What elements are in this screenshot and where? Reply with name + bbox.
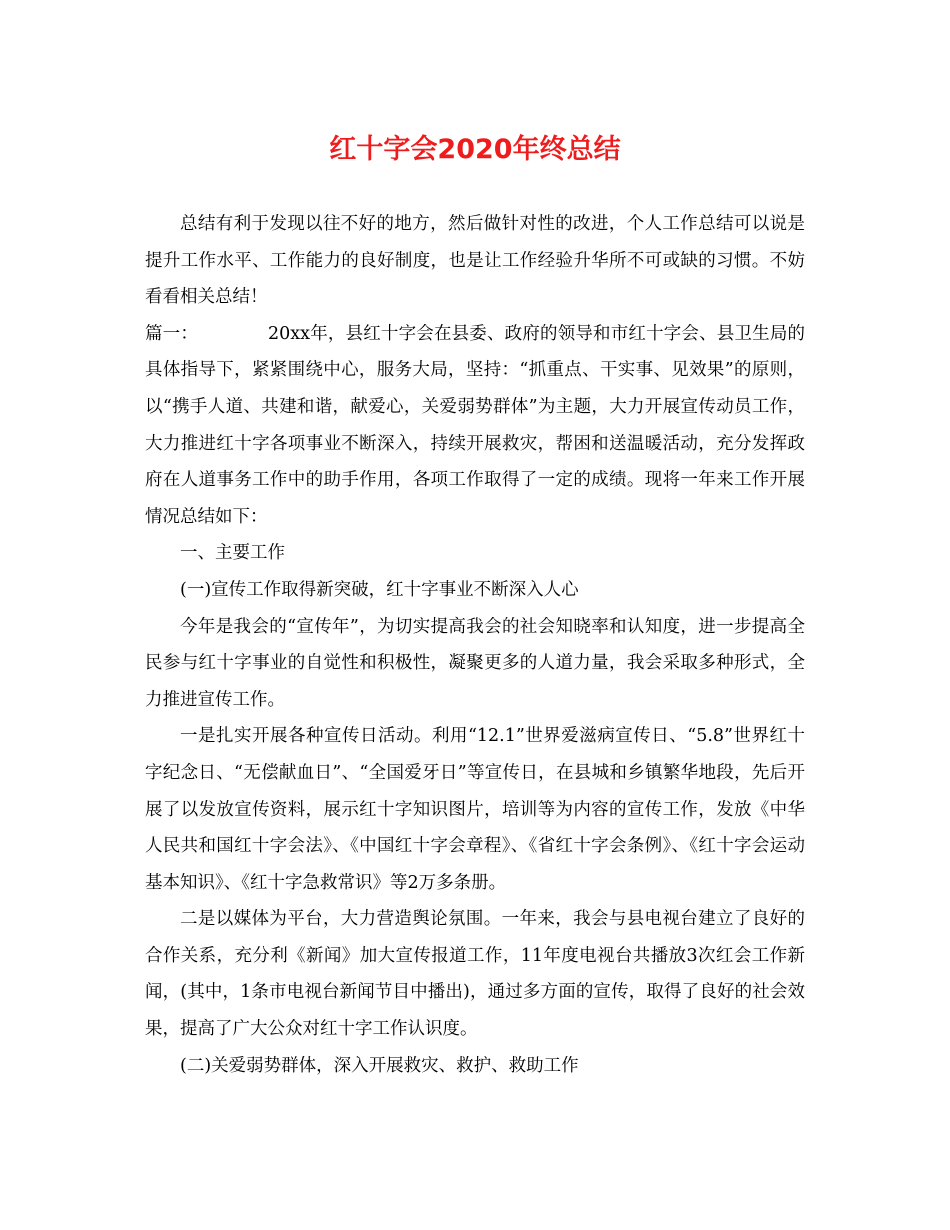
intro-paragraph: 总结有利于发现以往不好的地方，然后做针对性的改进，个人工作总结可以说是提升工作水平、工作能力的良好制度，也是让工作经验升华所不可或缺的习惯。不妨看看相关总结！: [145, 214, 805, 308]
subheading-vulnerable-groups: (二)关爱弱势群体，深入开展救灾、救护、救助工作: [180, 1055, 579, 1076]
publicity-days-paragraph: 一是扎实开展各种宣传日活动。利用“12.1”世界爱滋病宣传日、“5.8”世界红十字纪念日、“无偿献血日”、“全国爱牙日”等宣传日，在县城和乡镇繁华地段，先后开展了以发放宣传资料，展示红十字知识图片，培训等为内容的宣传工作，发放《中华人民共和国红十字会法》、《中国红十字会章程》、《省红十字会条例》、《红十字会运动基本知识》、《红十字急救常识》等2万多条册。: [145, 726, 805, 893]
part-label: 篇一：: [145, 323, 199, 344]
media-paragraph: 二是以媒体为平台，大力营造舆论氛围。一年来，我会与县电视台建立了良好的合作关系，充分利《新闻》加大宣传报道工作，11年度电视台共播放3次红会工作新闻，(其中，1条市电视台新闻节目中播出)，通过多方面的宣传，取得了良好的社会效果，提高了广大公众对红十字工作认识度。: [145, 909, 805, 1040]
part-one-paragraph: [145, 316, 805, 536]
main-work-heading: 一、主要工作: [180, 543, 285, 564]
subheading-publicity: (一)宣传工作取得新突破，红十字事业不断深入人心: [180, 579, 579, 600]
publicity-year-paragraph: 今年是我会的“宣传年”，为切实提高我会的社会知晓率和认知度，进一步提高全民参与红十字事业的自觉性和积极性，凝聚更多的人道力量，我会采取多种形式，全力推进宣传工作。: [145, 616, 805, 710]
document-title: 红十字会2020年终总结: [329, 134, 621, 165]
part-one-text: 20xx年，县红十字会在县委、政府的领导和市红十字会、县卫生局的具体指导下，紧紧围绕中心，服务大局，坚持：“抓重点、干实事、见效果”的原则，以“携手人道、共建和谐，献爱心，关爱弱势群体”为主题，大力开展宣传动员工作，大力推进红十字各项事业不断深入，持续开展救灾，帮困和送温暖活动，充分发挥政府在人道事务工作中的助手作用，各项工作取得了一定的成绩。现将一年来工作开展情况总结如下：: [145, 323, 805, 527]
document-body: [145, 206, 805, 1084]
